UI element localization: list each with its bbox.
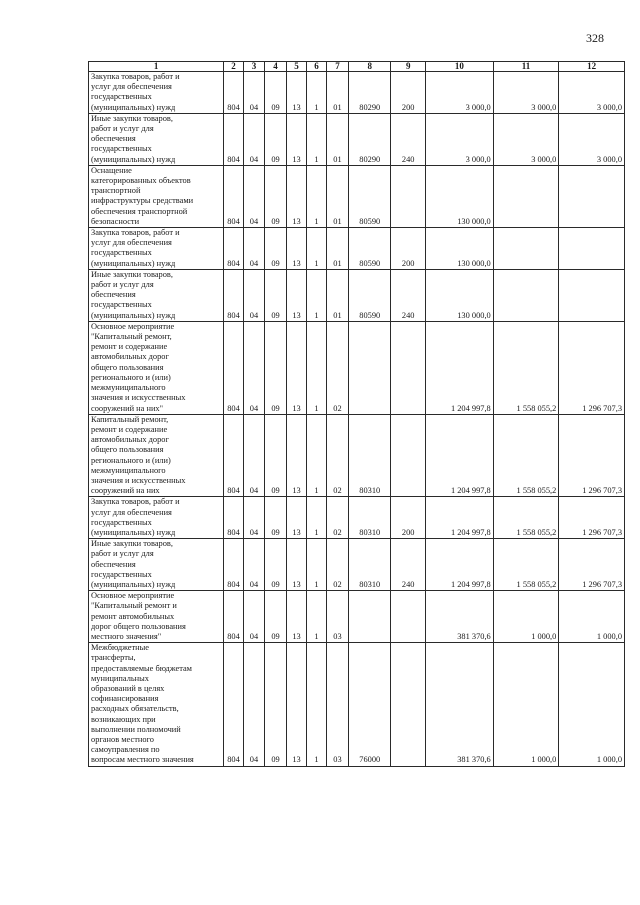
table-row: [89, 228, 625, 270]
amount-year3-cell: 1 296 707,3: [559, 539, 625, 591]
expense-name-cell: Иные закупки товаров, работ и услуг для обеспечения государственных (муниципальных) нужд: [89, 269, 224, 321]
amount-year2-cell: 1 000,0: [493, 643, 559, 766]
budget-table: [88, 61, 625, 767]
table-body: [89, 72, 625, 767]
direction-code-cell: [349, 321, 391, 414]
expense-type-cell: 240: [391, 113, 426, 165]
section-code-cell: 04: [243, 269, 265, 321]
amount-year3-cell: 1 000,0: [559, 591, 625, 643]
expense-type-cell: 200: [391, 497, 426, 539]
expense-type-cell: 200: [391, 72, 426, 114]
direction-code-cell: 80310: [349, 414, 391, 497]
expense-type-cell: [391, 591, 426, 643]
subprogram-code-cell: 1: [307, 414, 326, 497]
table-row: [89, 497, 625, 539]
ministry-code-cell: 804: [224, 539, 243, 591]
ministry-code-cell: 804: [224, 643, 243, 766]
expense-name-cell: Иные закупки товаров, работ и услуг для обеспечения государственных (муниципальных) нужд: [89, 113, 224, 165]
amount-year2-cell: 3 000,0: [493, 72, 559, 114]
section-code-cell: 04: [243, 591, 265, 643]
subsection-code-cell: 09: [265, 591, 287, 643]
direction-code-cell: [349, 591, 391, 643]
ministry-code-cell: 804: [224, 414, 243, 497]
amount-year1-cell: 3 000,0: [426, 72, 494, 114]
table-row: [89, 591, 625, 643]
amount-year1-cell: 130 000,0: [426, 165, 494, 227]
expense-name-cell: Иные закупки товаров, работ и услуг для обеспечения государственных (муниципальных) нужд: [89, 539, 224, 591]
column-header: 4: [265, 62, 287, 72]
column-header: 8: [349, 62, 391, 72]
amount-year3-cell: [559, 269, 625, 321]
amount-year1-cell: 1 204 997,8: [426, 497, 494, 539]
direction-code-cell: 80310: [349, 497, 391, 539]
section-code-cell: 04: [243, 414, 265, 497]
program-code-cell: 13: [286, 113, 306, 165]
amount-year2-cell: [493, 228, 559, 270]
column-header: 11: [493, 62, 559, 72]
activity-code-cell: 02: [326, 414, 349, 497]
activity-code-cell: 02: [326, 539, 349, 591]
direction-code-cell: 80290: [349, 72, 391, 114]
header-row: [89, 62, 625, 72]
amount-year3-cell: 1 296 707,3: [559, 321, 625, 414]
activity-code-cell: 03: [326, 643, 349, 766]
subprogram-code-cell: 1: [307, 269, 326, 321]
activity-code-cell: 01: [326, 228, 349, 270]
expense-type-cell: [391, 643, 426, 766]
program-code-cell: 13: [286, 591, 306, 643]
expense-name-cell: Оснащение категорированных объектов транспортной инфраструктуры средствами обеспечения транспортной безопасности: [89, 165, 224, 227]
activity-code-cell: 01: [326, 165, 349, 227]
direction-code-cell: 80590: [349, 228, 391, 270]
section-code-cell: 04: [243, 165, 265, 227]
subprogram-code-cell: 1: [307, 539, 326, 591]
program-code-cell: 13: [286, 497, 306, 539]
amount-year3-cell: 3 000,0: [559, 72, 625, 114]
subsection-code-cell: 09: [265, 643, 287, 766]
subsection-code-cell: 09: [265, 72, 287, 114]
ministry-code-cell: 804: [224, 165, 243, 227]
column-header: 6: [307, 62, 326, 72]
expense-name-cell: Закупка товаров, работ и услуг для обеспечения государственных (муниципальных) нужд: [89, 497, 224, 539]
subprogram-code-cell: 1: [307, 165, 326, 227]
amount-year3-cell: 1 000,0: [559, 643, 625, 766]
subsection-code-cell: 09: [265, 414, 287, 497]
section-code-cell: 04: [243, 321, 265, 414]
expense-name-cell: Закупка товаров, работ и услуг для обеспечения государственных (муниципальных) нужд: [89, 228, 224, 270]
amount-year3-cell: [559, 165, 625, 227]
subprogram-code-cell: 1: [307, 228, 326, 270]
table-row: [89, 165, 625, 227]
expense-type-cell: [391, 321, 426, 414]
expense-type-cell: 240: [391, 539, 426, 591]
amount-year2-cell: 1 558 055,2: [493, 414, 559, 497]
ministry-code-cell: 804: [224, 72, 243, 114]
program-code-cell: 13: [286, 539, 306, 591]
amount-year3-cell: 1 296 707,3: [559, 414, 625, 497]
ministry-code-cell: 804: [224, 228, 243, 270]
subsection-code-cell: 09: [265, 269, 287, 321]
expense-type-cell: [391, 165, 426, 227]
direction-code-cell: 80590: [349, 269, 391, 321]
section-code-cell: 04: [243, 539, 265, 591]
subsection-code-cell: 09: [265, 321, 287, 414]
column-header: 9: [391, 62, 426, 72]
activity-code-cell: 01: [326, 113, 349, 165]
expense-type-cell: 240: [391, 269, 426, 321]
table-row: [89, 113, 625, 165]
table-row: [89, 643, 625, 766]
page-number: 328: [586, 31, 604, 45]
expense-name-cell: Закупка товаров, работ и услуг для обеспечения государственных (муниципальных) нужд: [89, 72, 224, 114]
amount-year2-cell: 3 000,0: [493, 113, 559, 165]
column-header: 7: [326, 62, 349, 72]
activity-code-cell: 03: [326, 591, 349, 643]
program-code-cell: 13: [286, 414, 306, 497]
activity-code-cell: 02: [326, 497, 349, 539]
column-header: 2: [224, 62, 243, 72]
amount-year1-cell: 3 000,0: [426, 113, 494, 165]
program-code-cell: 13: [286, 643, 306, 766]
section-code-cell: 04: [243, 72, 265, 114]
amount-year2-cell: [493, 269, 559, 321]
expense-name-cell: Межбюджетные трансферты, предоставляемые бюджетам муниципальных образований в целях софинансирования расходных обязательств, возникающих при выполнении полномочий органов местного самоуправления по вопросам местного значения: [89, 643, 224, 766]
ministry-code-cell: 804: [224, 113, 243, 165]
section-code-cell: 04: [243, 228, 265, 270]
activity-code-cell: 01: [326, 72, 349, 114]
subprogram-code-cell: 1: [307, 113, 326, 165]
column-header: 1: [89, 62, 224, 72]
column-header: 5: [286, 62, 306, 72]
subprogram-code-cell: 1: [307, 643, 326, 766]
expense-name-cell: Основное мероприятие "Капитальный ремонт, ремонт и содержание автомобильных дорог общего пользования регионального и (или) межмуниципального значения и искусственных сооружений на них": [89, 321, 224, 414]
column-header: 3: [243, 62, 265, 72]
amount-year1-cell: 381 370,6: [426, 591, 494, 643]
expense-type-cell: 200: [391, 228, 426, 270]
direction-code-cell: 80310: [349, 539, 391, 591]
column-header: 12: [559, 62, 625, 72]
activity-code-cell: 01: [326, 269, 349, 321]
amount-year1-cell: 1 204 997,8: [426, 539, 494, 591]
table-row: [89, 539, 625, 591]
amount-year3-cell: [559, 228, 625, 270]
expense-name-cell: Капитальный ремонт, ремонт и содержание автомобильных дорог общего пользования регионального и (или) межмуниципального значения и искусственных сооружений на них: [89, 414, 224, 497]
amount-year2-cell: 1 558 055,2: [493, 497, 559, 539]
expense-name-cell: Основное мероприятие "Капитальный ремонт и ремонт автомобильных дорог общего пользования местного значения": [89, 591, 224, 643]
program-code-cell: 13: [286, 72, 306, 114]
activity-code-cell: 02: [326, 321, 349, 414]
ministry-code-cell: 804: [224, 497, 243, 539]
direction-code-cell: 76000: [349, 643, 391, 766]
direction-code-cell: 80290: [349, 113, 391, 165]
amount-year1-cell: 381 370,6: [426, 643, 494, 766]
table-row: [89, 414, 625, 497]
subsection-code-cell: 09: [265, 539, 287, 591]
table-row: [89, 72, 625, 114]
subsection-code-cell: 09: [265, 228, 287, 270]
amount-year1-cell: 130 000,0: [426, 269, 494, 321]
program-code-cell: 13: [286, 228, 306, 270]
subprogram-code-cell: 1: [307, 497, 326, 539]
amount-year3-cell: 1 296 707,3: [559, 497, 625, 539]
subprogram-code-cell: 1: [307, 591, 326, 643]
subprogram-code-cell: 1: [307, 72, 326, 114]
column-header: 10: [426, 62, 494, 72]
amount-year1-cell: 1 204 997,8: [426, 321, 494, 414]
ministry-code-cell: 804: [224, 591, 243, 643]
subprogram-code-cell: 1: [307, 321, 326, 414]
section-code-cell: 04: [243, 113, 265, 165]
amount-year3-cell: 3 000,0: [559, 113, 625, 165]
amount-year2-cell: [493, 165, 559, 227]
expense-type-cell: [391, 414, 426, 497]
program-code-cell: 13: [286, 269, 306, 321]
amount-year2-cell: 1 558 055,2: [493, 539, 559, 591]
amount-year1-cell: 1 204 997,8: [426, 414, 494, 497]
section-code-cell: 04: [243, 497, 265, 539]
program-code-cell: 13: [286, 321, 306, 414]
direction-code-cell: 80590: [349, 165, 391, 227]
subsection-code-cell: 09: [265, 165, 287, 227]
section-code-cell: 04: [243, 643, 265, 766]
subsection-code-cell: 09: [265, 113, 287, 165]
program-code-cell: 13: [286, 165, 306, 227]
ministry-code-cell: 804: [224, 269, 243, 321]
subsection-code-cell: 09: [265, 497, 287, 539]
amount-year1-cell: 130 000,0: [426, 228, 494, 270]
ministry-code-cell: 804: [224, 321, 243, 414]
table-row: [89, 269, 625, 321]
table-row: [89, 321, 625, 414]
amount-year2-cell: 1 000,0: [493, 591, 559, 643]
amount-year2-cell: 1 558 055,2: [493, 321, 559, 414]
